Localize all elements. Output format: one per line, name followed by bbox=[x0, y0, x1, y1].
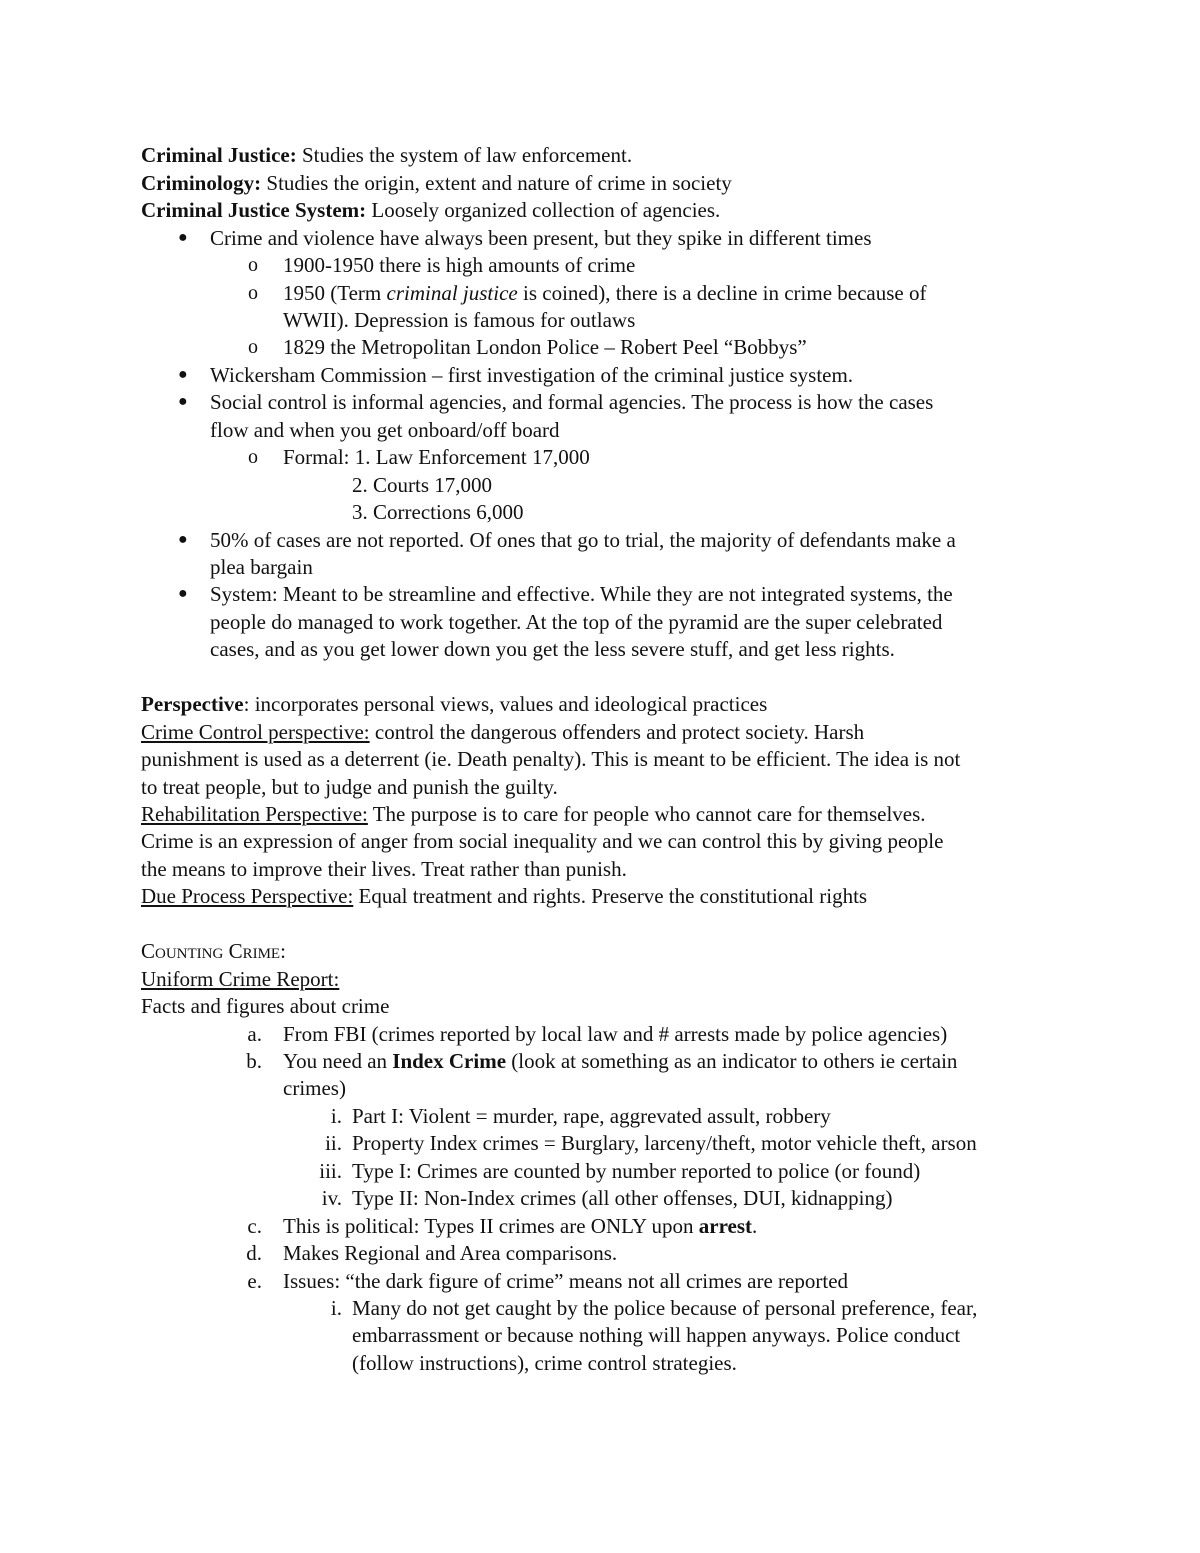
bullet-icon: ● bbox=[178, 229, 188, 246]
list-marker: c. bbox=[247, 1214, 262, 1238]
definition: Loosely organized collection of agencies. bbox=[366, 198, 721, 222]
definition: Studies the origin, extent and nature of crime in society bbox=[261, 171, 732, 195]
crime-control-perspective bbox=[141, 718, 864, 746]
sub-bullet-continuation: WWII). Depression is famous for outlaws bbox=[283, 308, 636, 332]
list-item: Makes Regional and Area comparisons. bbox=[283, 1241, 618, 1265]
term: Criminal Justice: bbox=[141, 143, 297, 167]
section-heading: Counting Crime: bbox=[141, 939, 286, 963]
label: Rehabilitation Perspective: bbox=[141, 802, 368, 826]
term: Criminology: bbox=[141, 171, 262, 195]
term: Criminal Justice System: bbox=[141, 198, 367, 222]
list-item: Property Index crimes = Burglary, larceny/theft, motor vehicle theft, arson bbox=[352, 1131, 977, 1155]
due-process-perspective bbox=[141, 882, 867, 910]
circle-bullet-icon: o bbox=[248, 446, 258, 468]
def-criminal-justice bbox=[141, 141, 632, 169]
list-item: Type II: Non-Index crimes (all other offenses, DUI, kidnapping) bbox=[352, 1186, 893, 1210]
list-marker: iii. bbox=[319, 1159, 342, 1183]
circle-bullet-icon: o bbox=[248, 282, 258, 304]
list-item: Part I: Violent = murder, rape, aggrevated assult, robbery bbox=[352, 1104, 831, 1128]
list-item-continuation: crimes) bbox=[283, 1076, 346, 1100]
circle-bullet-icon: o bbox=[248, 254, 258, 276]
paragraph-line: punishment is used as a deterrent (ie. Death penalty). This is meant to be efficient. The idea is not bbox=[141, 747, 961, 771]
definition: Studies the system of law enforcement. bbox=[296, 143, 633, 167]
list-item bbox=[283, 1212, 757, 1240]
label: Crime Control perspective: bbox=[141, 720, 370, 744]
list-marker: ii. bbox=[325, 1131, 342, 1155]
paragraph-line: to treat people, but to judge and punish the guilty. bbox=[141, 775, 558, 799]
definition: : incorporates personal views, values and ideological practices bbox=[243, 692, 768, 716]
sub-bullet-text: 1829 the Metropolitan London Police – Robert Peel “Bobbys” bbox=[283, 335, 807, 359]
text: 1950 (Term bbox=[283, 281, 387, 305]
list-marker: i. bbox=[330, 1296, 342, 1320]
rehabilitation-perspective bbox=[141, 800, 926, 828]
bullet-icon: ● bbox=[178, 585, 188, 602]
text: is coined), there is a decline in crime because of bbox=[517, 281, 927, 305]
bullet-text: System: Meant to be streamline and effective. While they are not integrated systems, the bbox=[210, 582, 953, 606]
perspective-def bbox=[141, 690, 767, 718]
list-marker: b. bbox=[246, 1049, 262, 1073]
text: (look at something as an indicator to others ie certain bbox=[506, 1049, 958, 1073]
term: Perspective bbox=[141, 692, 244, 716]
def-criminology bbox=[141, 169, 732, 197]
bullet-continuation: flow and when you get onboard/off board bbox=[210, 418, 560, 442]
bullet-continuation: people do managed to work together. At the top of the pyramid are the super celebrated bbox=[210, 610, 943, 634]
bullet-text: Social control is informal agencies, and formal agencies. The process is how the cases bbox=[210, 390, 934, 414]
list-item bbox=[283, 1047, 957, 1075]
text: The purpose is to care for people who cannot care for themselves. bbox=[367, 802, 926, 826]
sub-bullet-text: 2. Courts 17,000 bbox=[352, 473, 493, 497]
list-marker: a. bbox=[247, 1022, 262, 1046]
list-marker: i. bbox=[330, 1104, 342, 1128]
sub-bullet-text: 3. Corrections 6,000 bbox=[352, 500, 524, 524]
list-item: Type I: Crimes are counted by number reported to police (or found) bbox=[352, 1159, 921, 1183]
list-marker: d. bbox=[246, 1241, 262, 1265]
list-item-continuation: embarrassment or because nothing will happen anyways. Police conduct bbox=[352, 1323, 961, 1347]
bullet-continuation: cases, and as you get lower down you get the less severe stuff, and get less rights. bbox=[210, 637, 895, 661]
bullet-text: Wickersham Commission – first investigation of the criminal justice system. bbox=[210, 363, 854, 387]
label: Due Process Perspective: bbox=[141, 884, 354, 908]
emphasis: criminal justice bbox=[386, 281, 518, 305]
list-item-continuation: (follow instructions), crime control strategies. bbox=[352, 1351, 737, 1375]
list-item: Many do not get caught by the police because of personal preference, fear, bbox=[352, 1296, 978, 1320]
bold-term: arrest bbox=[698, 1214, 753, 1238]
circle-bullet-icon: o bbox=[248, 336, 258, 358]
bullet-text: 50% of cases are not reported. Of ones that go to trial, the majority of defendants make a bbox=[210, 528, 956, 552]
text: . bbox=[752, 1214, 758, 1238]
text: This is political: Types II crimes are ONLY upon bbox=[283, 1214, 699, 1238]
bullet-icon: ● bbox=[178, 531, 188, 548]
bullet-icon: ● bbox=[178, 393, 188, 410]
bullet-text: Crime and violence have always been present, but they spike in different times bbox=[210, 226, 872, 250]
paragraph-line: Facts and figures about crime bbox=[141, 994, 390, 1018]
bullet-icon: ● bbox=[178, 366, 188, 383]
sub-bullet-text: 1900-1950 there is high amounts of crime bbox=[283, 253, 636, 277]
list-item: Issues: “the dark figure of crime” means not all crimes are reported bbox=[283, 1269, 849, 1293]
sub-bullet-text bbox=[283, 279, 927, 307]
text: Equal treatment and rights. Preserve the constitutional rights bbox=[353, 884, 868, 908]
text: You need an bbox=[283, 1049, 393, 1073]
paragraph-line: the means to improve their lives. Treat rather than punish. bbox=[141, 857, 627, 881]
text: control the dangerous offenders and protect society. Harsh bbox=[369, 720, 865, 744]
list-item: From FBI (crimes reported by local law and # arrests made by police agencies) bbox=[283, 1022, 948, 1046]
def-cjs bbox=[141, 196, 720, 224]
bold-term: Index Crime bbox=[392, 1049, 507, 1073]
ucr-label: Uniform Crime Report: bbox=[141, 967, 340, 991]
bullet-continuation: plea bargain bbox=[210, 555, 313, 579]
paragraph-line: Crime is an expression of anger from social inequality and we can control this by giving people bbox=[141, 829, 944, 853]
sub-bullet-text: Formal: 1. Law Enforcement 17,000 bbox=[283, 445, 590, 469]
list-marker: iv. bbox=[321, 1186, 342, 1210]
list-marker: e. bbox=[247, 1269, 262, 1293]
